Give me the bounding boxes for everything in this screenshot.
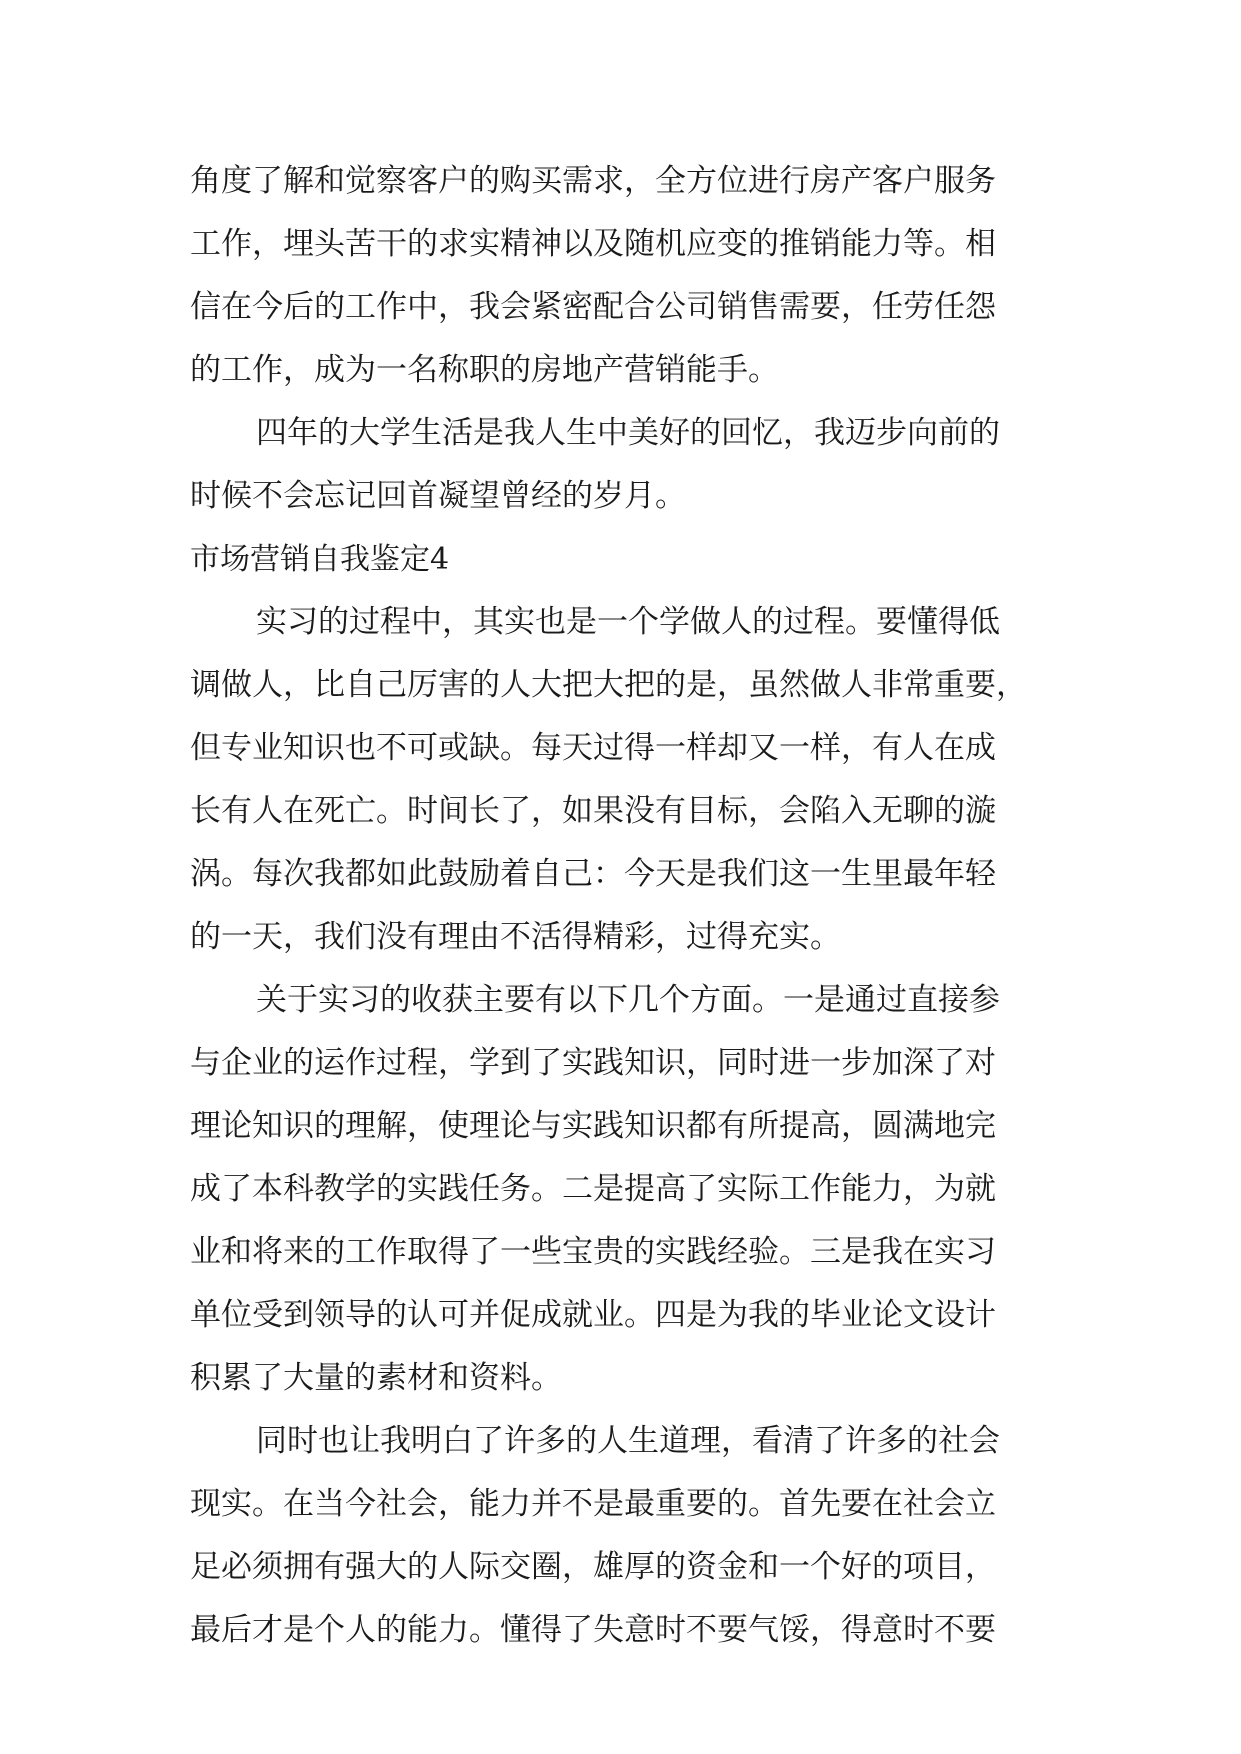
paragraph-continuation bbox=[190, 150, 1060, 402]
text-line: 信在今后的工作中，我会紧密配合公司销售需要，任劳任怨 bbox=[190, 289, 996, 325]
section-heading bbox=[190, 528, 1060, 591]
text-line: 业和将来的工作取得了一些宝贵的实践经验。三是我在实习 bbox=[190, 1234, 996, 1270]
paragraph-university-life bbox=[190, 402, 1060, 528]
text-line: 现实。在当今社会，能力并不是最重要的。首先要在社会立 bbox=[190, 1486, 996, 1522]
paragraph-life-lessons bbox=[190, 1410, 1060, 1662]
section-title: 市场营销自我鉴定4 bbox=[190, 542, 450, 577]
text-line: 理论知识的理解，使理论与实践知识都有所提高，圆满地完 bbox=[190, 1108, 996, 1144]
text-line: 的工作，成为一名称职的房地产营销能手。 bbox=[190, 352, 779, 388]
paragraph-internship-gains bbox=[190, 969, 1060, 1410]
text-line: 调做人，比自己厉害的人大把大把的是，虽然做人非常重要， bbox=[190, 667, 1027, 703]
text-line: 实习的过程中，其实也是一个学做人的过程。要懂得低 bbox=[256, 604, 1000, 640]
paragraph-internship-process bbox=[190, 591, 1060, 969]
text-line: 角度了解和觉察客户的购买需求，全方位进行房产客户服务 bbox=[190, 163, 996, 199]
text-line: 工作，埋头苦干的求实精神以及随机应变的推销能力等。相 bbox=[190, 226, 996, 262]
text-line: 时候不会忘记回首凝望曾经的岁月。 bbox=[190, 478, 686, 514]
text-line: 单位受到领导的认可并促成就业。四是为我的毕业论文设计 bbox=[190, 1297, 996, 1333]
text-line: 涡。每次我都如此鼓励着自己：今天是我们这一生里最年轻 bbox=[190, 856, 996, 892]
text-line: 积累了大量的素材和资料。 bbox=[190, 1360, 562, 1396]
text-line: 四年的大学生活是我人生中美好的回忆，我迈步向前的 bbox=[256, 415, 1000, 451]
text-line: 与企业的运作过程，学到了实践知识，同时进一步加深了对 bbox=[190, 1045, 996, 1081]
document-body bbox=[190, 150, 1060, 1662]
text-line: 的一天，我们没有理由不活得精彩，过得充实。 bbox=[190, 919, 841, 955]
text-line: 但专业知识也不可或缺。每天过得一样却又一样，有人在成 bbox=[190, 730, 996, 766]
text-line: 同时也让我明白了许多的人生道理，看清了许多的社会 bbox=[256, 1423, 1000, 1459]
text-line: 关于实习的收获主要有以下几个方面。一是通过直接参 bbox=[256, 982, 1000, 1018]
text-line: 最后才是个人的能力。懂得了失意时不要气馁，得意时不要 bbox=[190, 1612, 996, 1648]
text-line: 足必须拥有强大的人际交圈，雄厚的资金和一个好的项目， bbox=[190, 1549, 996, 1585]
text-line: 长有人在死亡。时间长了，如果没有目标，会陷入无聊的漩 bbox=[190, 793, 996, 829]
text-line: 成了本科教学的实践任务。二是提高了实际工作能力，为就 bbox=[190, 1171, 996, 1207]
